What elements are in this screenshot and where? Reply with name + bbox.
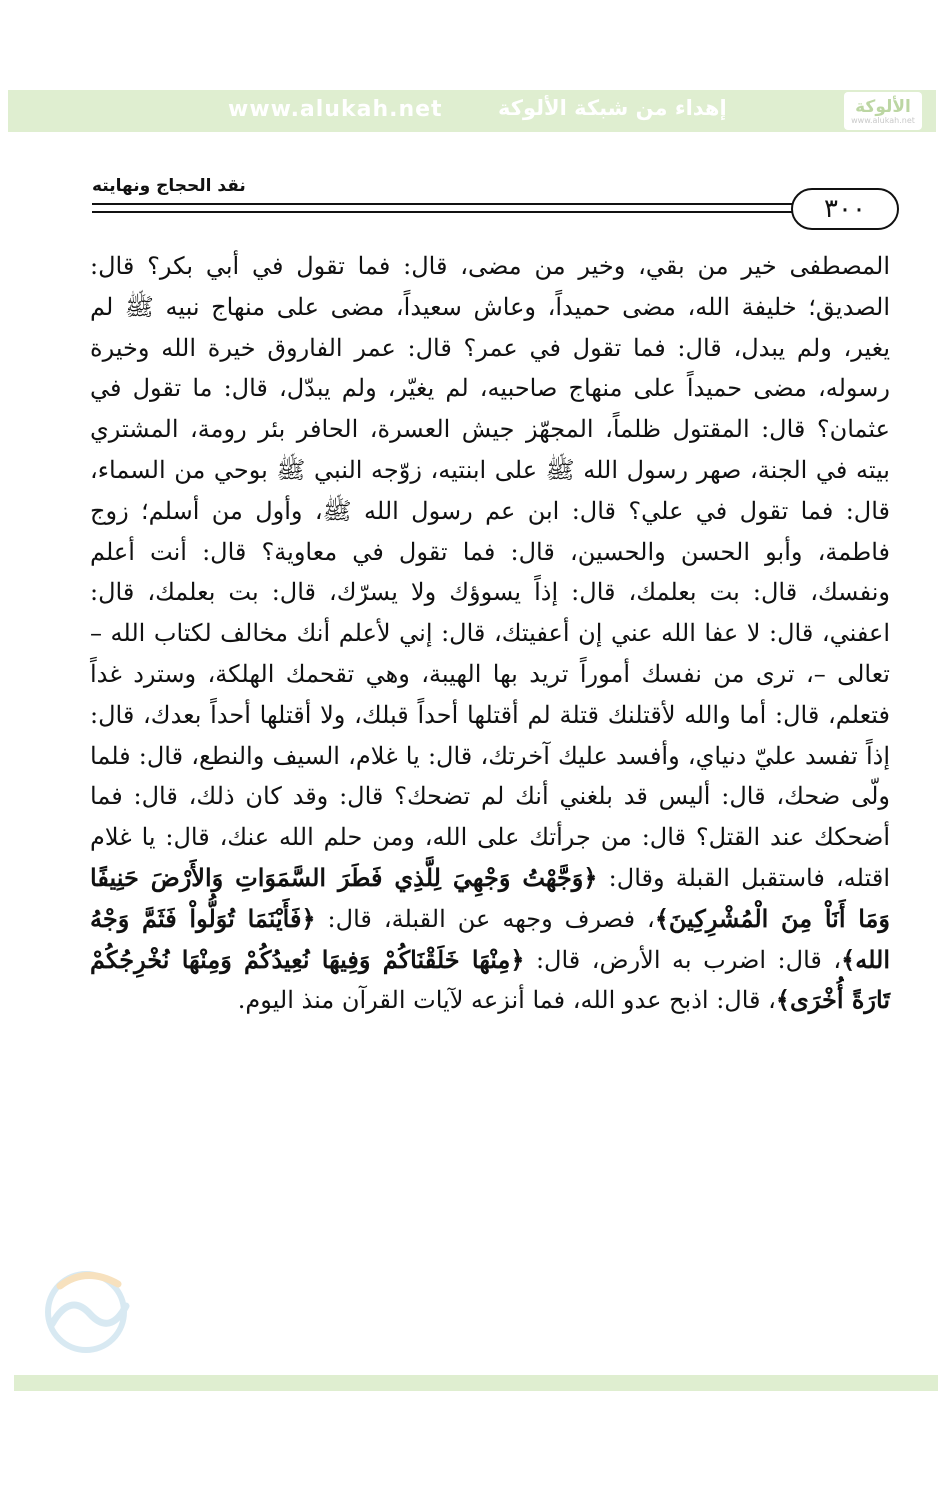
quran-verse-3: ﴿مِنْهَا خَلَقْنَاكُمْ وَفِيهَا نُعِيدُكُمْ وَمِنْهَا نُخْرِجُكُمْ تَارَةً أُخْرَى﴾	[90, 944, 890, 1015]
body-text	[90, 246, 890, 1021]
header-rule-bottom	[92, 211, 792, 213]
alukah-logo	[844, 92, 922, 130]
banner-gift-text: إهداء من شبكة الألوكة	[498, 96, 727, 120]
bottom-band	[14, 1375, 938, 1391]
banner-url: www.alukah.net	[228, 97, 443, 122]
quran-verse-2: ﴿فَأَيْنَمَا تُوَلُّواْ فَثَمَّ وَجْهُ الله﴾	[90, 903, 890, 974]
main-paragraph	[90, 246, 890, 1021]
paragraph-text-4: ، قال: اذبح عدو الله، فما أنزعه لآيات القرآن منذ اليوم.	[237, 986, 776, 1015]
paragraph-text-3: ، قال: اضرب به الأرض، قال:	[535, 945, 842, 974]
running-title: نقد الحجاج ونهايته	[92, 176, 246, 196]
watermark-logo-icon	[30, 1262, 142, 1358]
logo-subtext: www.alukah.net	[851, 115, 915, 125]
paragraph-text-1: المصطفى خير من بقي، وخير من مضى، قال: فما تقول في أبي بكر؟ قال: الصديق؛ خليفة الله، مضى حميداً، وعاش سعيداً، مضى على منهاج نبيه ﷺ لم يغير، ولم يبدل، قال: فما تقول في عمر؟ قال: عمر الفاروق خيرة الله وخيرة رسوله، مضى حميداً على منهاج صاحبيه، لم يغيّر، ولم يبدّل، قال: ما تقول في عثمان؟ قال: المقتول ظلماً، المجهّز جيش العسرة، الحافر بئر رومة، المشتري بيته في الجنة، صهر رسول الله ﷺ على ابنتيه، زوّجه النبي ﷺ بوحي من السماء، قال: فما تقول في علي؟ قال: ابن عم رسول الله ﷺ، وأول من أسلم؛ زوج فاطمة، وأبو الحسن والحسين، قال: فما تقول في معاوية؟ قال: أنت أعلم ونفسك، قال: بت بعلمك، قال: إذاً يسوؤك ولا يسرّك، قال: بت بعلمك، قال: اعفني، قال: لا عفا الله عني إن أعفيتك، قال: إني لأعلم أنك مخالف لكتاب الله – تعالى –، ترى من نفسك أموراً تريد بها الهيبة، وهي تقحمك الهلكة، وسترد غداً فتعلم، قال: أما والله لأقتلنك قتلة لم أقتلها أحداً قبلك، ولا أقتلها أحداً بعدك، قال: إذاً تفسد عليّ دنياي، وأفسد عليك آخرتك، قال: يا غلام، السيف والنطع، قال: فلما ولّى ضحك، قال: أليس قد بلغني أنك لم تضحك؟ قال: وقد كان ذلك، قال: فما أضحكك عند القتل؟ قال: من جرأتك على الله، ومن حلم الله عنك، قال: يا غلام اقتله، فاستقبل القبلة وقال:	[90, 252, 891, 892]
paragraph-text-2: ، فصرف وجهه عن القبلة، قال:	[327, 904, 655, 933]
logo-text: الألوكة	[855, 96, 911, 117]
quran-verse-1: ﴿وَجَّهْتُ وَجْهِيَ لِلَّذِي فَطَرَ السَّمَوَاتِ وَالأَرْضَ حَنِيفًا وَمَا أَنَاْ مِنَ الْمُشْرِكِينَ﴾	[90, 862, 890, 933]
header-rule-top	[92, 203, 792, 205]
top-banner	[8, 90, 936, 132]
page-number: ٣٠٠	[791, 188, 899, 230]
